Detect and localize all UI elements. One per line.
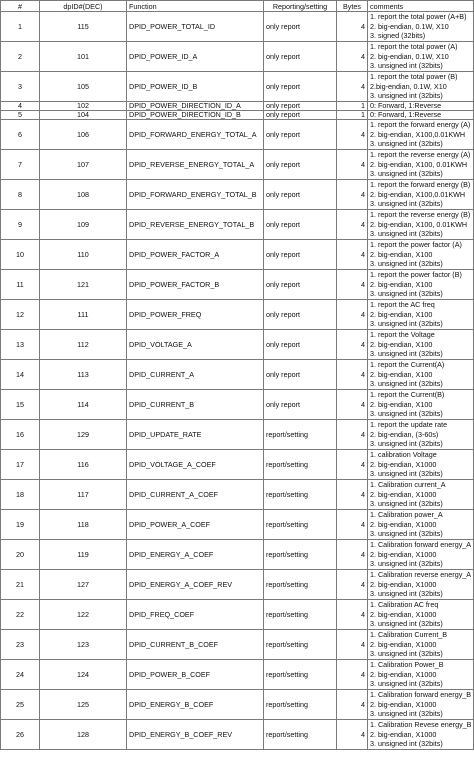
row-comments [368, 510, 474, 540]
row-number: 20 [1, 540, 40, 570]
row-function: DPID_ENERGY_A_COEF_REV [127, 570, 264, 600]
row-function: DPID_REVERSE_ENERGY_TOTAL_B [127, 210, 264, 240]
row-reporting-setting: only report [264, 150, 337, 180]
table-body [1, 12, 474, 750]
comment-line: 2. big-endian, X100 [370, 279, 433, 289]
row-dpid: 106 [40, 120, 127, 150]
row-comments [368, 210, 474, 240]
row-bytes: 4 [337, 540, 368, 570]
comment-line: 3. unsigned int (32bits) [370, 319, 443, 329]
row-dpid: 102 [40, 102, 127, 111]
row-reporting-setting: only report [264, 120, 337, 150]
row-dpid: 122 [40, 600, 127, 630]
row-function: DPID_CURRENT_A_COEF [127, 480, 264, 510]
row-reporting-setting: report/setting [264, 600, 337, 630]
row-dpid: 121 [40, 270, 127, 300]
comment-line: 1. report the Voltage [370, 330, 435, 340]
table-row [1, 330, 474, 360]
comment-line: 1. report the power factor (B) [370, 270, 462, 280]
row-number: 3 [1, 72, 40, 102]
comment-line: 3. unsigned int (32bits) [370, 709, 443, 719]
row-number: 6 [1, 120, 40, 150]
comment-line: 1. report the Current(B) [370, 390, 445, 400]
row-function: DPID_ENERGY_B_COEF [127, 690, 264, 720]
comment-line: 3. unsigned int (32bits) [370, 739, 443, 749]
row-bytes: 4 [337, 360, 368, 390]
row-dpid: 115 [40, 12, 127, 42]
row-function: DPID_POWER_DIRECTION_ID_B [127, 111, 264, 120]
row-number: 15 [1, 390, 40, 420]
comment-line: 2. big-endian, X1000 [370, 519, 437, 529]
row-dpid: 109 [40, 210, 127, 240]
row-reporting-setting: only report [264, 300, 337, 330]
row-dpid: 110 [40, 240, 127, 270]
row-dpid: 111 [40, 300, 127, 330]
table-row [1, 450, 474, 480]
row-dpid: 124 [40, 660, 127, 690]
table-row [1, 12, 474, 42]
comment-line: 3. unsigned int (32bits) [370, 379, 443, 389]
row-number: 21 [1, 570, 40, 600]
row-comments [368, 150, 474, 180]
row-number: 4 [1, 102, 40, 111]
row-dpid: 129 [40, 420, 127, 450]
table-row [1, 690, 474, 720]
comment-line: 3. unsigned int (32bits) [370, 61, 443, 71]
comment-line: 3. unsigned int (32bits) [370, 139, 443, 149]
comment-line: 2. big-endian, X100,0.01KWH [370, 129, 466, 139]
row-bytes: 4 [337, 510, 368, 540]
row-dpid: 112 [40, 330, 127, 360]
comment-line: 2. big-endian, X100 [370, 399, 433, 409]
comment-line: 1. Calibration Current_B [370, 630, 448, 640]
table-row [1, 420, 474, 450]
row-bytes: 4 [337, 240, 368, 270]
comment-line: 3. unsigned int (32bits) [370, 91, 443, 101]
table-row [1, 600, 474, 630]
row-comments [368, 480, 474, 510]
row-dpid: 125 [40, 690, 127, 720]
row-bytes: 4 [337, 42, 368, 72]
row-comments [368, 102, 474, 111]
comment-line: 2. big-endian, 0.1W, X10 [370, 21, 449, 31]
row-comments [368, 600, 474, 630]
comment-line: 1. Calibration power_A [370, 510, 443, 520]
row-comments [368, 120, 474, 150]
row-reporting-setting: only report [264, 240, 337, 270]
table-row [1, 42, 474, 72]
row-bytes: 4 [337, 180, 368, 210]
row-bytes: 4 [337, 450, 368, 480]
row-comments [368, 540, 474, 570]
comment-line: 1. calibration Voltage [370, 450, 437, 460]
row-function: DPID_FORWARD_ENERGY_TOTAL_A [127, 120, 264, 150]
comment-line: 0: Forward, 1:Reverse [370, 101, 442, 110]
row-reporting-setting: report/setting [264, 570, 337, 600]
row-reporting-setting: report/setting [264, 450, 337, 480]
comment-line: 2. big-endian, X1000 [370, 729, 437, 739]
row-dpid: 113 [40, 360, 127, 390]
comment-line: 2. big-endian, X100 [370, 339, 433, 349]
row-comments [368, 300, 474, 330]
header-number: # [1, 1, 40, 12]
row-dpid: 128 [40, 720, 127, 750]
row-function: DPID_POWER_FREQ [127, 300, 264, 330]
table-row [1, 630, 474, 660]
table-row [1, 660, 474, 690]
row-comments [368, 180, 474, 210]
row-function: DPID_UPDATE_RATE [127, 420, 264, 450]
row-reporting-setting: only report [264, 72, 337, 102]
table-row [1, 510, 474, 540]
row-bytes: 4 [337, 390, 368, 420]
row-reporting-setting: only report [264, 330, 337, 360]
row-comments [368, 390, 474, 420]
row-number: 11 [1, 270, 40, 300]
row-number: 9 [1, 210, 40, 240]
comment-line: 2. big-endian, X100 [370, 369, 433, 379]
row-dpid: 101 [40, 42, 127, 72]
row-bytes: 4 [337, 12, 368, 42]
row-function: DPID_POWER_TOTAL_ID [127, 12, 264, 42]
row-reporting-setting: report/setting [264, 720, 337, 750]
row-comments [368, 570, 474, 600]
row-dpid: 105 [40, 72, 127, 102]
row-function: DPID_CURRENT_B_COEF [127, 630, 264, 660]
row-number: 24 [1, 660, 40, 690]
row-dpid: 108 [40, 180, 127, 210]
row-bytes: 4 [337, 480, 368, 510]
comment-line: 1. report the AC freq [370, 300, 435, 310]
comment-line: 2. big-endian, X1000 [370, 699, 437, 709]
row-dpid: 118 [40, 510, 127, 540]
row-reporting-setting: only report [264, 390, 337, 420]
row-function: DPID_POWER_ID_B [127, 72, 264, 102]
row-bytes: 4 [337, 570, 368, 600]
comment-line: 2. big-endian, X100 [370, 309, 433, 319]
comment-line: 1. report the Current(A) [370, 360, 445, 370]
row-dpid: 107 [40, 150, 127, 180]
comment-line: 1. report the reverse energy (A) [370, 150, 471, 160]
row-number: 7 [1, 150, 40, 180]
row-reporting-setting: report/setting [264, 690, 337, 720]
table-row [1, 480, 474, 510]
row-function: DPID_POWER_FACTOR_B [127, 270, 264, 300]
header-bytes: Bytes [337, 1, 368, 12]
row-function: DPID_VOLTAGE_A_COEF [127, 450, 264, 480]
row-dpid: 114 [40, 390, 127, 420]
table-row [1, 720, 474, 750]
row-bytes: 1 [337, 102, 368, 111]
row-reporting-setting: report/setting [264, 480, 337, 510]
comment-line: 3. unsigned int (32bits) [370, 619, 443, 629]
row-reporting-setting: report/setting [264, 510, 337, 540]
comment-line: 3. unsigned int (32bits) [370, 649, 443, 659]
comment-line: 3. unsigned int (32bits) [370, 529, 443, 539]
table-row [1, 360, 474, 390]
row-bytes: 4 [337, 210, 368, 240]
row-bytes: 1 [337, 111, 368, 120]
comment-line: 1. Calibration forward energy_B [370, 690, 472, 700]
comment-line: 2. big-endian, X1000 [370, 489, 437, 499]
row-bytes: 4 [337, 420, 368, 450]
comment-line: 0: Forward, 1:Reverse [370, 110, 442, 119]
row-reporting-setting: report/setting [264, 420, 337, 450]
table-row [1, 102, 474, 111]
comment-line: 1. report the total power (A) [370, 42, 458, 52]
comment-line: 2. big-endian, X100,0.01KWH [370, 189, 466, 199]
table-row [1, 540, 474, 570]
comment-line: 3. unsigned int (32bits) [370, 349, 443, 359]
comment-line: 3. unsigned int (32bits) [370, 259, 443, 269]
comment-line: 2. big-endian, X1000 [370, 669, 437, 679]
comment-line: 1. report the total power (B) [370, 72, 458, 82]
row-reporting-setting: only report [264, 42, 337, 72]
row-number: 12 [1, 300, 40, 330]
comment-line: 3. unsigned int (32bits) [370, 589, 443, 599]
table-row [1, 72, 474, 102]
comment-line: 1. report the update rate [370, 420, 448, 430]
row-comments [368, 420, 474, 450]
comment-line: 3. unsigned int (32bits) [370, 409, 443, 419]
row-number: 25 [1, 690, 40, 720]
comment-line: 2. big-endian, X100, 0.01KWH [370, 159, 468, 169]
row-reporting-setting: report/setting [264, 630, 337, 660]
row-reporting-setting: only report [264, 111, 337, 120]
row-function: DPID_ENERGY_B_COEF_REV [127, 720, 264, 750]
row-bytes: 4 [337, 630, 368, 660]
row-number: 14 [1, 360, 40, 390]
comment-line: 3. unsigned int (32bits) [370, 289, 443, 299]
row-bytes: 4 [337, 72, 368, 102]
comment-line: 1. report the power factor (A) [370, 240, 462, 250]
row-dpid: 104 [40, 111, 127, 120]
row-function: DPID_CURRENT_A [127, 360, 264, 390]
comment-line: 3. signed (32bits) [370, 31, 426, 41]
comment-line: 1. Calibration AC freq [370, 600, 439, 610]
comment-line: 1. report the total power (A+B) [370, 12, 467, 22]
row-function: DPID_CURRENT_B [127, 390, 264, 420]
row-reporting-setting: only report [264, 360, 337, 390]
row-dpid: 127 [40, 570, 127, 600]
row-bytes: 4 [337, 720, 368, 750]
row-number: 19 [1, 510, 40, 540]
row-function: DPID_POWER_DIRECTION_ID_A [127, 102, 264, 111]
row-comments [368, 360, 474, 390]
row-comments [368, 42, 474, 72]
comment-line: 1. Calibration Revese energy_B [370, 720, 472, 730]
row-number: 26 [1, 720, 40, 750]
row-reporting-setting: only report [264, 180, 337, 210]
row-reporting-setting: only report [264, 270, 337, 300]
comment-line: 2. big-endian, X1000 [370, 459, 437, 469]
row-bytes: 4 [337, 690, 368, 720]
table-row [1, 120, 474, 150]
row-reporting-setting: only report [264, 210, 337, 240]
row-bytes: 4 [337, 150, 368, 180]
row-comments [368, 12, 474, 42]
comment-line: 3. unsigned int (32bits) [370, 229, 443, 239]
row-bytes: 4 [337, 120, 368, 150]
row-comments [368, 111, 474, 120]
row-number: 10 [1, 240, 40, 270]
comment-line: 2. big-endian, X1000 [370, 639, 437, 649]
row-reporting-setting: only report [264, 102, 337, 111]
row-function: DPID_FORWARD_ENERGY_TOTAL_B [127, 180, 264, 210]
comment-line: 3. unsigned int (32bits) [370, 499, 443, 509]
comment-line: 3. unsigned int (32bits) [370, 469, 443, 479]
row-number: 8 [1, 180, 40, 210]
row-function: DPID_VOLTAGE_A [127, 330, 264, 360]
comment-line: 2. big-endian, X1000 [370, 609, 437, 619]
row-bytes: 4 [337, 270, 368, 300]
row-function: DPID_ENERGY_A_COEF [127, 540, 264, 570]
row-comments [368, 330, 474, 360]
table-row [1, 180, 474, 210]
table-row [1, 570, 474, 600]
row-comments [368, 690, 474, 720]
table-row [1, 390, 474, 420]
comment-line: 3. unsigned int (32bits) [370, 199, 443, 209]
row-number: 5 [1, 111, 40, 120]
row-number: 2 [1, 42, 40, 72]
comment-line: 1. Calibration Power_B [370, 660, 444, 670]
row-comments [368, 630, 474, 660]
comment-line: 2. big-endian, X1000 [370, 549, 437, 559]
row-dpid: 123 [40, 630, 127, 660]
table-row [1, 300, 474, 330]
row-comments [368, 450, 474, 480]
comment-line: 2. big-endian, X1000 [370, 579, 437, 589]
row-comments [368, 660, 474, 690]
row-number: 13 [1, 330, 40, 360]
comment-line: 3. unsigned int (32bits) [370, 679, 443, 689]
comment-line: 2. big-endian, X100 [370, 249, 433, 259]
table-row [1, 210, 474, 240]
row-reporting-setting: only report [264, 12, 337, 42]
table-row [1, 240, 474, 270]
comment-line: 3. unsigned int (32bits) [370, 169, 443, 179]
row-bytes: 4 [337, 330, 368, 360]
table-row [1, 150, 474, 180]
row-comments [368, 72, 474, 102]
row-number: 17 [1, 450, 40, 480]
row-dpid: 119 [40, 540, 127, 570]
comment-line: 3. unsigned int (32bits) [370, 559, 443, 569]
comment-line: 2.big-endian, 0.1W, X10 [370, 81, 447, 91]
row-function: DPID_POWER_ID_A [127, 42, 264, 72]
comment-line: 2. big-endian, (3-60s) [370, 429, 439, 439]
row-comments [368, 270, 474, 300]
comment-line: 3. unsigned int (32bits) [370, 439, 443, 449]
row-bytes: 4 [337, 600, 368, 630]
row-comments [368, 240, 474, 270]
table-row [1, 270, 474, 300]
comment-line: 1. report the forward energy (A) [370, 120, 471, 130]
row-number: 23 [1, 630, 40, 660]
comment-line: 1. Calibration current_A [370, 480, 446, 490]
row-function: DPID_POWER_A_COEF [127, 510, 264, 540]
header-row [1, 1, 474, 12]
row-number: 18 [1, 480, 40, 510]
row-comments [368, 720, 474, 750]
comment-line: 2. big-endian, X100, 0.01KWH [370, 219, 468, 229]
row-number: 22 [1, 600, 40, 630]
comment-line: 1. report the reverse energy (B) [370, 210, 471, 220]
table-row [1, 111, 474, 120]
row-number: 16 [1, 420, 40, 450]
row-function: DPID_FREQ_COEF [127, 600, 264, 630]
row-dpid: 117 [40, 480, 127, 510]
row-bytes: 4 [337, 660, 368, 690]
comment-line: 1. Calibration forward energy_A [370, 540, 472, 550]
row-reporting-setting: report/setting [264, 660, 337, 690]
header-function: Function [127, 1, 264, 12]
row-bytes: 4 [337, 300, 368, 330]
comment-line: 2. big-endian, 0.1W, X10 [370, 51, 449, 61]
row-function: DPID_POWER_B_COEF [127, 660, 264, 690]
row-dpid: 116 [40, 450, 127, 480]
header-dpid: dpID#(DEC) [40, 1, 127, 12]
header-reporting-setting: Reporting/setting [264, 1, 337, 12]
comment-line: 1. Calibration reverse energy_A [370, 570, 472, 580]
comment-line: 1. report the forward energy (B) [370, 180, 471, 190]
row-reporting-setting: report/setting [264, 540, 337, 570]
row-function: DPID_POWER_FACTOR_A [127, 240, 264, 270]
row-function: DPID_REVERSE_ENERGY_TOTAL_A [127, 150, 264, 180]
header-comments: comments [368, 1, 474, 12]
row-number: 1 [1, 12, 40, 42]
